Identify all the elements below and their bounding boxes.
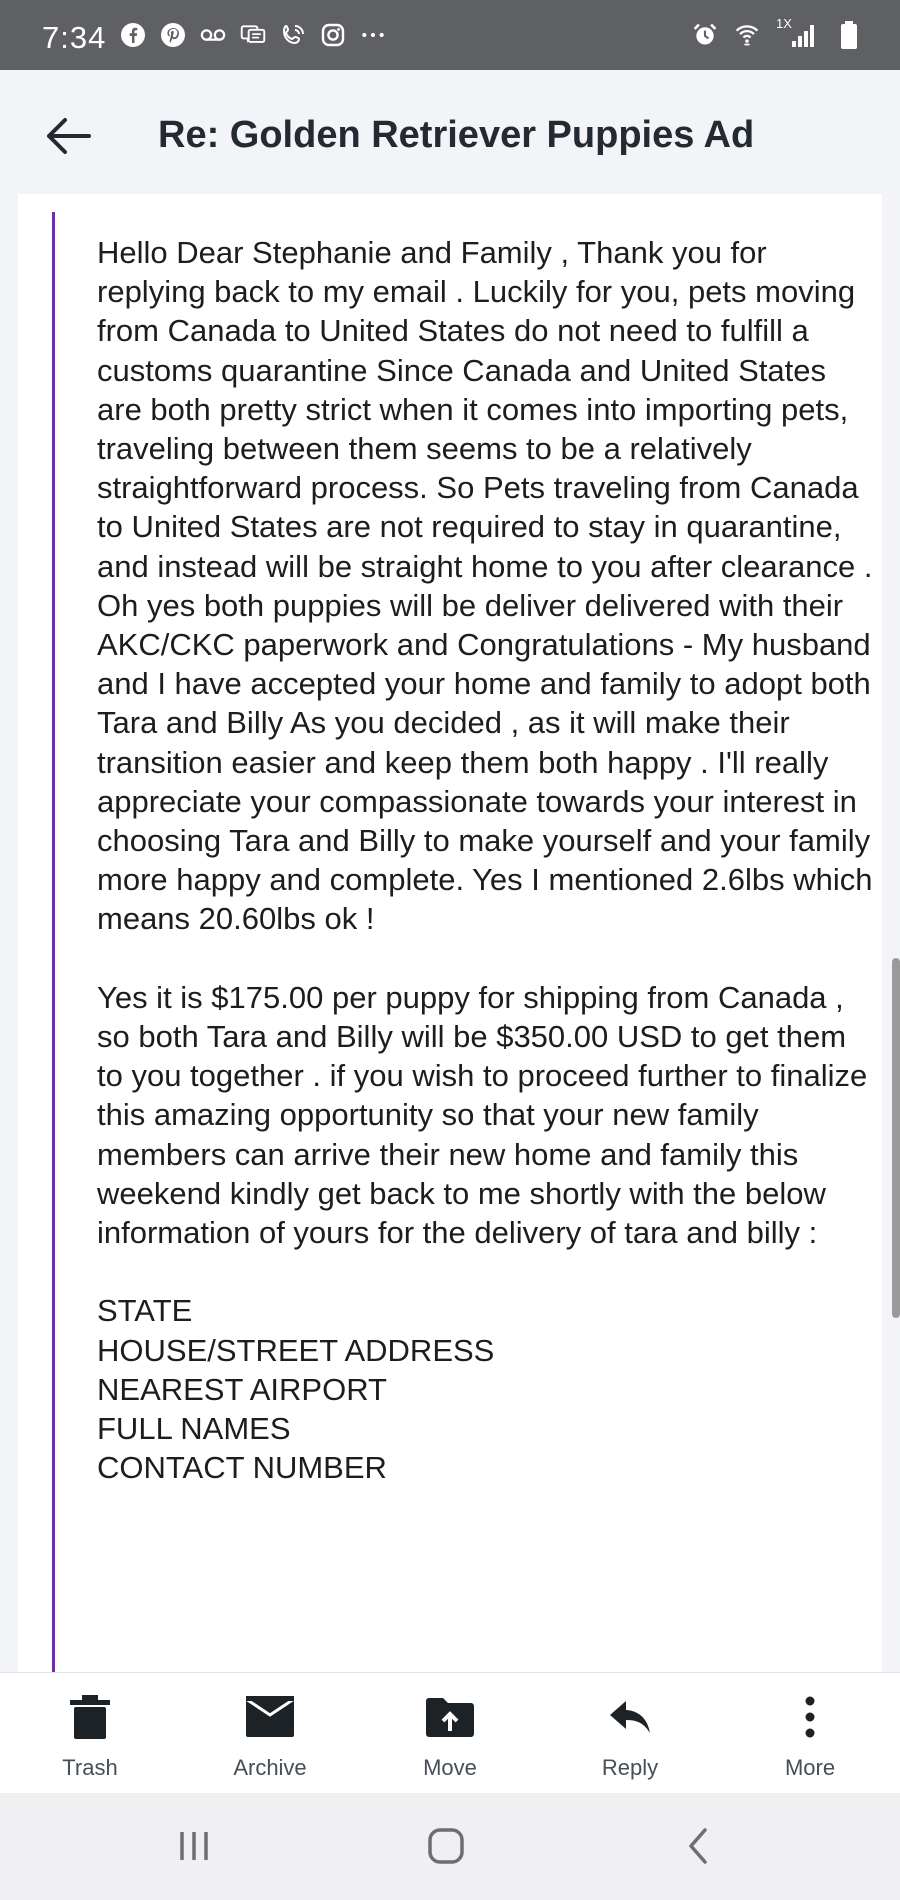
reply-label: Reply xyxy=(601,1755,659,1780)
network-label: 1X xyxy=(776,16,792,31)
trash-icon xyxy=(64,1691,116,1743)
quote-bar xyxy=(52,212,55,1672)
message-paragraph: Hello Dear Stephanie and Family , Thank you for replying back to my email . Luckily for you, pets moving from Canada to United States do not need to fulfill a customs quarantine Since Canada and United States are both pretty strict when it comes into importing pets, traveling between them seems to be a relatively straightforward process. So Pets traveling from Canada to United States are not required to stay in quarantine, and instead will be straight home to you after clearance . xyxy=(97,235,873,584)
more-label: More xyxy=(784,1755,836,1780)
system-nav-bar xyxy=(0,1793,900,1900)
battery-icon xyxy=(836,22,862,48)
system-icons xyxy=(692,16,862,48)
message-body xyxy=(97,233,877,1487)
instagram-icon xyxy=(320,22,346,48)
wifi-icon xyxy=(734,22,760,48)
move-button[interactable] xyxy=(360,1673,540,1793)
message-paragraph: Yes it is $175.00 per puppy for shipping from Canada , so both Tara and Billy will be $350.00 USD to get them to you together . if you wish to proceed further to finalize this amazing opportunity so that your new family members can arrive their new home and family this weekend kindly get back to me shortly with the below information of yours for the delivery of tara and billy : xyxy=(97,979,868,1251)
trash-button[interactable] xyxy=(0,1673,180,1793)
system-back-icon xyxy=(683,1826,713,1866)
signal-icon xyxy=(776,16,820,48)
requested-field: CONTACT NUMBER xyxy=(97,1450,387,1486)
back-button[interactable] xyxy=(38,106,98,166)
status-time: 7:34 xyxy=(42,20,107,55)
messages-icon xyxy=(240,22,266,48)
alarm-icon xyxy=(692,22,718,48)
message-card[interactable] xyxy=(18,194,882,1672)
home-button[interactable] xyxy=(416,1821,476,1871)
trash-label: Trash xyxy=(62,1755,118,1780)
message-paragraph: Oh yes both puppies will be deliver delivered with their AKC/CKC paperwork and Congratulations - My husband and I have accepted your home and family to adopt both Tara and Billy As you decided , as it will make their transition easier and keep them both happy . I'll really appreciate your compassionate towards your interest in choosing Tara and Billy to make yourself and your family more happy and complete. Yes I mentioned 2.6lbs which means 20.60lbs ok ! xyxy=(97,587,873,937)
requested-field: STATE xyxy=(97,1293,193,1329)
requested-field: HOUSE/STREET ADDRESS xyxy=(97,1332,495,1368)
home-icon xyxy=(426,1826,466,1866)
move-folder-icon xyxy=(424,1691,476,1743)
archive-button[interactable] xyxy=(180,1673,360,1793)
message-toolbar xyxy=(0,1672,900,1793)
message-subject: Re: Golden Retriever Puppies Ad xyxy=(158,114,755,156)
archive-icon xyxy=(244,1691,296,1743)
wifi-calling-icon xyxy=(280,22,306,48)
more-button[interactable] xyxy=(720,1673,900,1793)
facebook-icon xyxy=(120,22,146,48)
requested-field: FULL NAMES xyxy=(97,1411,291,1447)
system-back-button[interactable] xyxy=(668,1821,728,1871)
message-header xyxy=(0,70,900,192)
reply-button[interactable] xyxy=(540,1673,720,1793)
back-arrow-icon xyxy=(43,116,93,156)
archive-label: Archive xyxy=(233,1755,307,1780)
reply-icon xyxy=(604,1691,656,1743)
more-notifications-icon xyxy=(360,22,386,48)
scrollbar-thumb[interactable] xyxy=(892,958,900,1318)
requested-field: NEAREST AIRPORT xyxy=(97,1371,387,1407)
pinterest-icon xyxy=(160,22,186,48)
more-vertical-icon xyxy=(784,1691,836,1743)
voicemail-icon xyxy=(200,22,226,48)
move-label: Move xyxy=(423,1755,477,1780)
notification-icons xyxy=(120,22,386,48)
recent-apps-button[interactable] xyxy=(164,1821,224,1871)
status-bar xyxy=(0,0,900,70)
recent-apps-icon xyxy=(176,1829,212,1863)
